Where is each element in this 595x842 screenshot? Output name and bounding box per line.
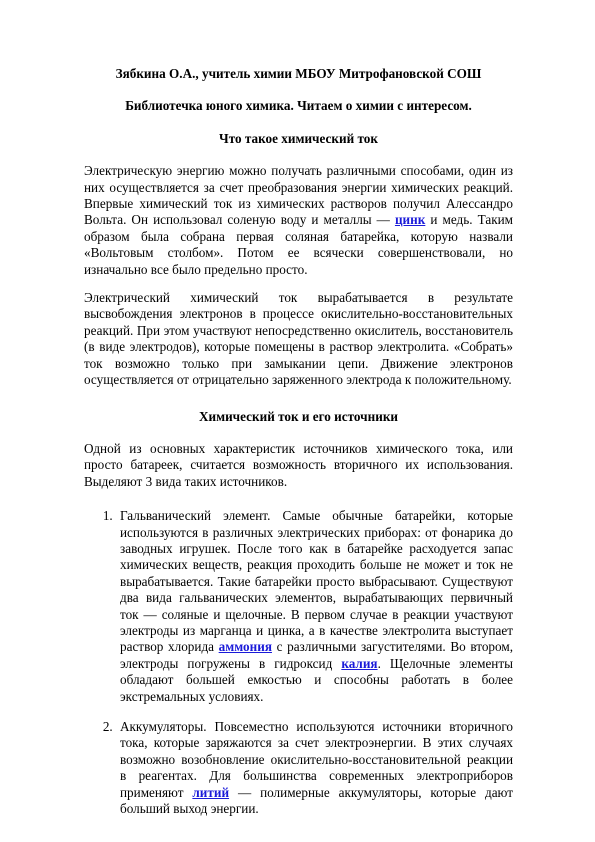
link-lithium[interactable]: литий — [192, 784, 230, 800]
list-item-accumulators — [116, 719, 513, 817]
series-title: Библиотечка юного химика. Читаем о химии с интересом. — [125, 98, 472, 114]
item1-text-c: . Щелочные элементы обладают большей емкостью и способны работать в более экстремальных условиях. — [120, 655, 513, 704]
intro-p1-text-b: и медь. Таким образом была собрана первая соляная батарейка, которую назвали «Вольтовым столбом». Потом ее всячески совершенствовали, но изначально все было предельно просто. — [84, 212, 513, 277]
intro-paragraph-2: Электрический химический ток вырабатывается в результате высвобождения электронов в процессе окислительно-восстановительных реакций. При этом участвуют непосредственно окислитель, восстановитель (в виде электродов), которые помещены в раствор электролита. «Собрать» ток возможно только при замыкании цепи. Движение электронов осуществляется от отрицательно заряженного электрода к положительному. — [84, 290, 513, 388]
item1-text-b: с различными загустителями. Во втором, электроды погружены в гидроксид — [120, 639, 514, 671]
source-types-list — [84, 508, 513, 817]
intro-p1-text-a: Электрическую энергию можно получать различными способами, один из них осуществляется за счет преобразования энергии химических реакций. Впервые химический ток из химических растворов получил Алессандро Вольта. Он использовал соленую воду и металлы — — [84, 163, 513, 228]
link-potassium[interactable]: калия — [341, 655, 378, 671]
link-zinc[interactable]: цинк — [394, 212, 426, 228]
author-line: Зябкина О.А., учитель химии МБОУ Митрофановской СОШ — [115, 66, 482, 81]
list-item-galvanic — [116, 508, 513, 705]
section-heading: Химический ток и его источники — [198, 408, 399, 424]
section-paragraph: Одной из основных характеристик источников химического тока, или просто батареек, считается возможность вторичного их использования. Выделяют 3 вида таких источников. — [84, 440, 513, 489]
link-ammonium[interactable]: аммония — [218, 639, 272, 655]
article-title: Что такое химический ток — [219, 130, 378, 146]
item1-text-a: Гальванический элемент. Самые обычные батарейки, которые используются в различных электрических приборах: от фонарика до заводных игрушек. После того как в батарейке расходуется запас химических веществ, реакция проходить больше не может и ток не вырабатывается. Такие батарейки просто выбрасывают. Существуют два вида гальванических элементов, вырабатывающих первичный ток — соляные и щелочные. В первом случае в реакции участвуют электроды из марганца и цинка, а в качестве электролита выступает раствор хлорида — [120, 508, 513, 655]
item2-text-b: — полимерные аккумуляторы, которые дают больший выход энергии. — [120, 784, 513, 817]
item2-text-a: Аккумуляторы. Повсеместно используются источники вторичного тока, которые заряжаются за счет электроэнергии. В этих случаях возможно возобновление окислительно-восстановительной реакции в реагентах. Для большинства современных электроприборов применяют — [120, 719, 513, 800]
intro-paragraph-1 — [84, 163, 513, 278]
